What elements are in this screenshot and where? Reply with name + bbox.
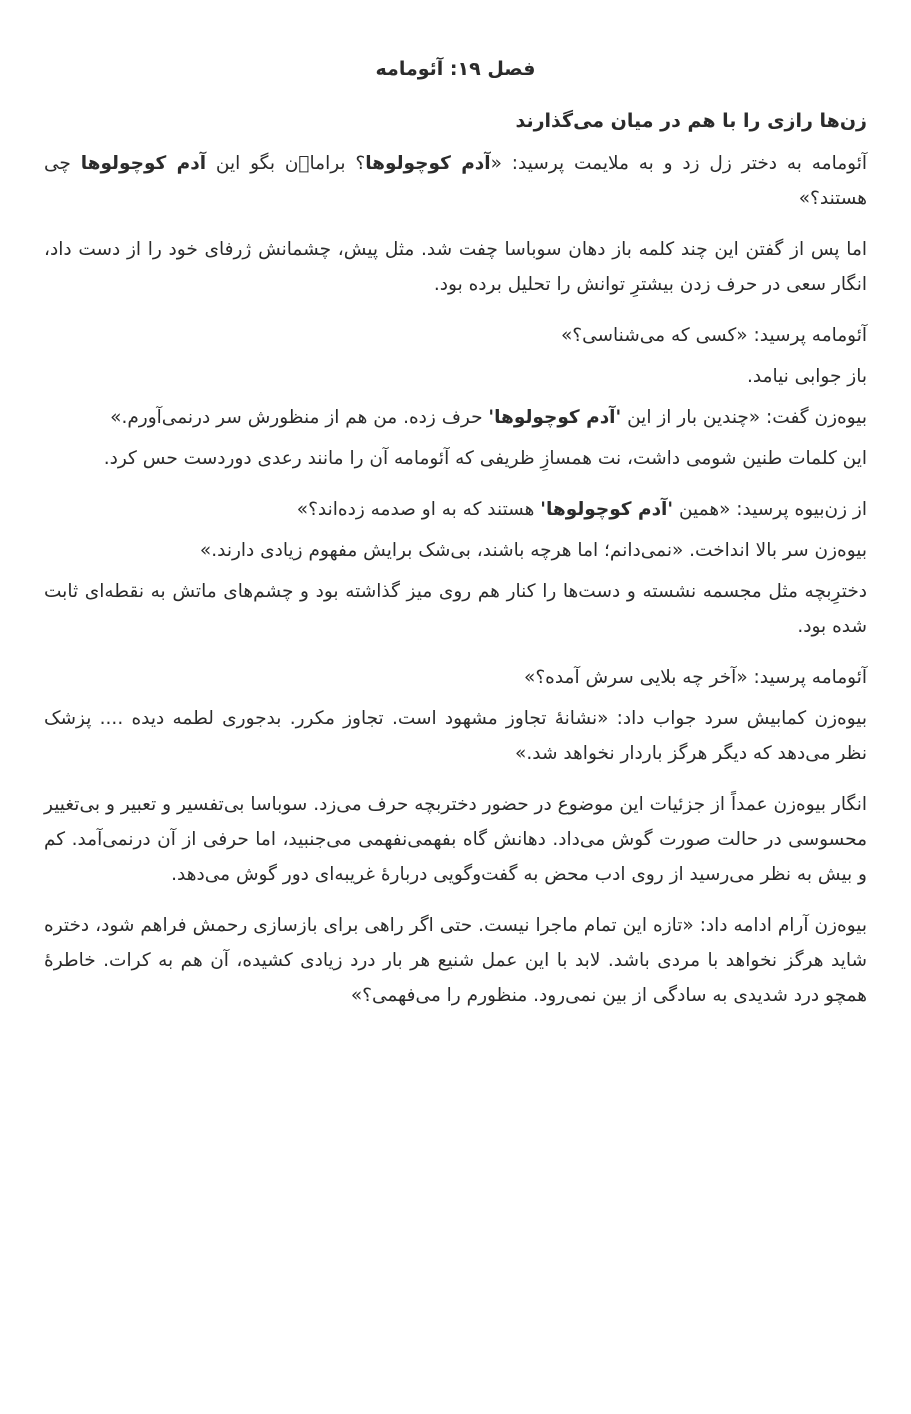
text-run: دخترِبچه مثل مجسمه نشسته و دست‌ها را کنار هم روی میز گذاشته بود و چشم‌های ماتش به نقطه‌ای ثابت شده بود. — [44, 581, 867, 637]
paragraph — [44, 318, 867, 353]
paragraph — [44, 441, 867, 476]
text-run: آئومامه به دختر زل زد و به ملایمت پرسید: « — [490, 153, 867, 174]
paragraph — [44, 232, 867, 302]
bold-term: آدم کوچولوها — [80, 153, 207, 174]
section-subtitle: زن‌ها رازی را با هم در میان می‌گذارند — [515, 110, 867, 132]
text-run: بیوه‌زن سر بالا انداخت. «نمی‌دانم؛ اما هرچه باشند، بی‌شک برایش مفهوم زیادی دارند.» — [199, 540, 867, 561]
text-run: انگار بیوه‌زن عمداً از جزئیات این موضوع در حضور دختربچه حرف می‌زد. سوباسا بی‌تفسیر و تعبیر و بی‌تغییر محسوسی در حالت صورت گوش می‌داد. دهانش گاه بفهمی‌نفهمی می‌جنبید، اما حرفی از آن درنمی‌آمد. کم و بیش به نظر می‌رسید از روی ادب محض به گفت‌وگویی دربارهٔ غریبه‌ای دور گوش می‌دهد. — [44, 794, 867, 885]
paragraph — [44, 533, 867, 568]
text-run: این کلمات طنین شومی داشت، نت همسازِ ظریفی که آئومامه آن را مانند رعدی دوردست حس کرد. — [103, 448, 867, 469]
paragraph — [44, 492, 867, 527]
text-run: بیوه‌زن کمابیش سرد جواب داد: «نشانهٔ تجاوز مشهود است. تجاوز مکرر. بدجوری لطمه دیده .... پزشک نظر می‌دهد که دیگر هرگز باردار نخواهد شد.» — [44, 708, 867, 764]
bold-term: آدم کوچولوها — [365, 153, 491, 174]
text-run: بیوه‌زن آرام ادامه داد: «تازه این تمام ماجرا نیست. حتی اگر راهی برای بازسازی رحمش فراهم شود، دختره شاید هرگز نخواهد با مردی باشد. لابد با این عمل شنیع هر بار درد زیادی کشیده، آن هم به کرات. خاطرهٔ همچو درد شدیدی به سادگی از بین نمی‌رود. منظورم را می‌فهمی؟» — [44, 915, 867, 1006]
paragraph — [44, 660, 867, 695]
text-run: باز جوابی نیامد. — [746, 366, 867, 387]
text-run: بیوه‌زن گفت: «چندین بار از این — [621, 407, 867, 428]
text-run: آئومامه پرسید: «آخر چه بلایی سرش آمده؟» — [524, 667, 867, 688]
paragraph — [44, 787, 867, 892]
text-run: حرف زده. من هم از منظورش سر درنمی‌آورم.» — [110, 407, 489, 428]
text-run: آئومامه پرسید: «کسی که می‌شناسی؟» — [560, 325, 867, 346]
text-run: چی هستند؟» — [44, 153, 867, 209]
bold-term: 'آدم کوچولوها' — [540, 499, 674, 520]
paragraph — [44, 146, 867, 216]
text-run: اما پس از گفتن این چند کلمه باز دهان سوباسا چفت شد. مثل پیش، چشمانش ژرفای خود را از دست داد، انگار سعی در حرف زدن بیشترِ توانش را تحلیل برده بود. — [44, 239, 867, 295]
text-run: هستند که به او صدمه زده‌اند؟» — [296, 499, 541, 520]
paragraph — [44, 400, 867, 435]
paragraph — [44, 908, 867, 1013]
body-text — [44, 146, 867, 1013]
chapter-title: فصل ۱۹: آئومامه — [375, 58, 536, 80]
paragraph — [44, 574, 867, 644]
paragraph — [44, 701, 867, 771]
bold-term: 'آدم کوچولوها' — [488, 407, 622, 428]
paragraph — [44, 359, 867, 394]
text-run: ؟ براماٖن بگو این — [206, 153, 366, 174]
text-run: از زن‌بیوه پرسید: «همین — [673, 499, 867, 520]
